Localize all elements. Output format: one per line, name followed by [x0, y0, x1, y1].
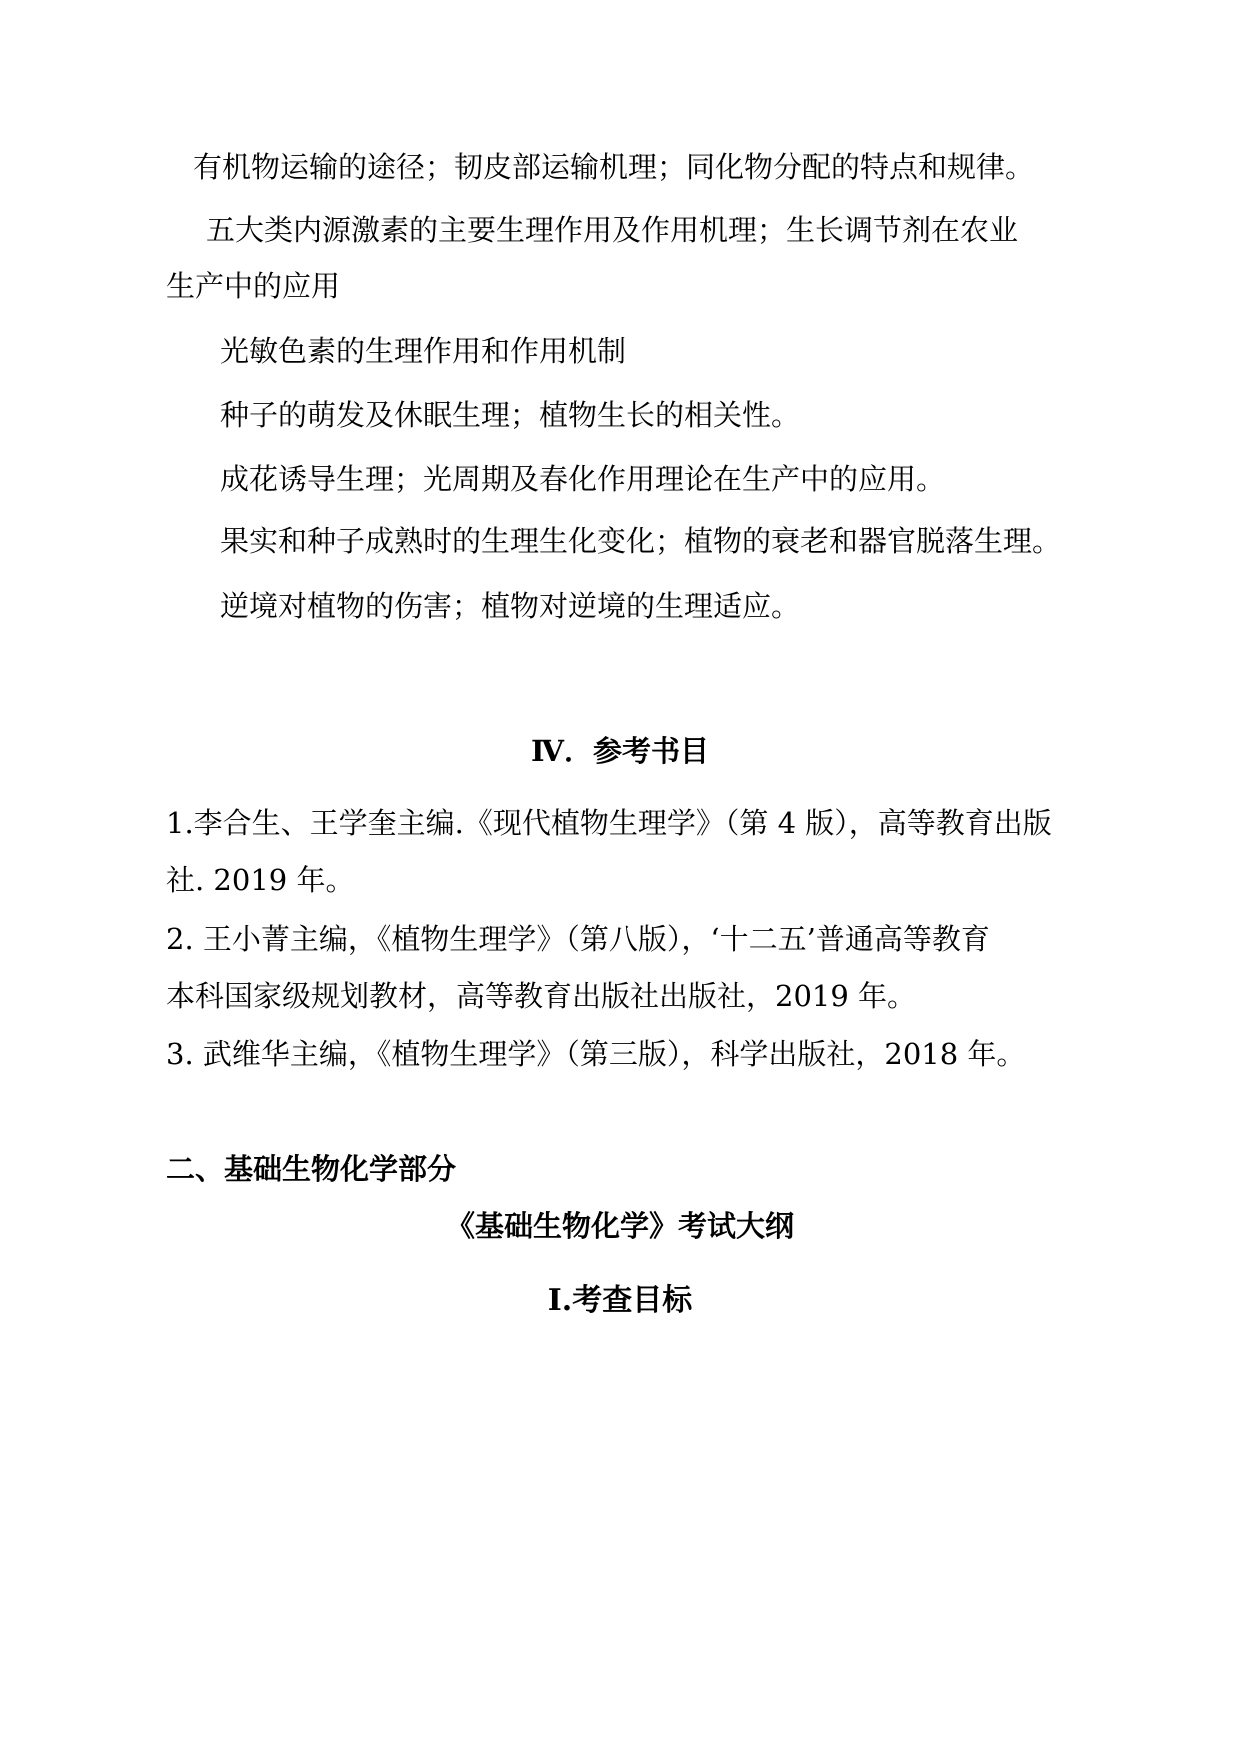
syllabus-line-2: 五大类内源激素的主要生理作用及作用机理；生长调节剂在农业 [206, 213, 1019, 247]
syllabus-line-7: 逆境对植物的伤害；植物对逆境的生理适应。 [220, 589, 801, 623]
reference-line-3: 3. 武维华主编，《植物生理学》（第三版），科学出版社，2018 年。 [166, 1037, 1026, 1071]
syllabus-line-4: 种子的萌发及休眠生理；植物生长的相关性。 [220, 398, 801, 432]
syllabus-line-5: 成花诱导生理；光周期及春化作用理论在生产中的应用。 [220, 462, 946, 496]
syllabus-line-2-cont: 生产中的应用 [166, 269, 341, 303]
references-heading: Ⅳ．参考书目 [531, 734, 709, 768]
reference-line-1: 1.李合生、王学奎主编.《现代植物生理学》（第 4 版），高等教育出版 [166, 806, 1052, 840]
section-two-heading: 二、基础生物化学部分 [166, 1152, 457, 1186]
syllabus-line-1: 有机物运输的途径；韧皮部运输机理；同化物分配的特点和规律。 [193, 150, 1035, 184]
subsection-heading: Ⅰ.考查目标 [547, 1283, 693, 1318]
reference-line-1-cont: 社. 2019 年。 [166, 863, 355, 897]
syllabus-line-6: 果实和种子成熟时的生理生化变化；植物的衰老和器官脱落生理。 [220, 524, 1062, 558]
outline-title: 《基础生物化学》考试大纲 [445, 1209, 794, 1243]
syllabus-line-3: 光敏色素的生理作用和作用机制 [220, 334, 627, 368]
reference-line-2: 2. 王小菁主编，《植物生理学》（第八版），‘十二五’普通高等教育 [166, 922, 990, 956]
reference-line-2-cont: 本科国家级规划教材，高等教育出版社出版社，2019 年。 [166, 979, 917, 1013]
